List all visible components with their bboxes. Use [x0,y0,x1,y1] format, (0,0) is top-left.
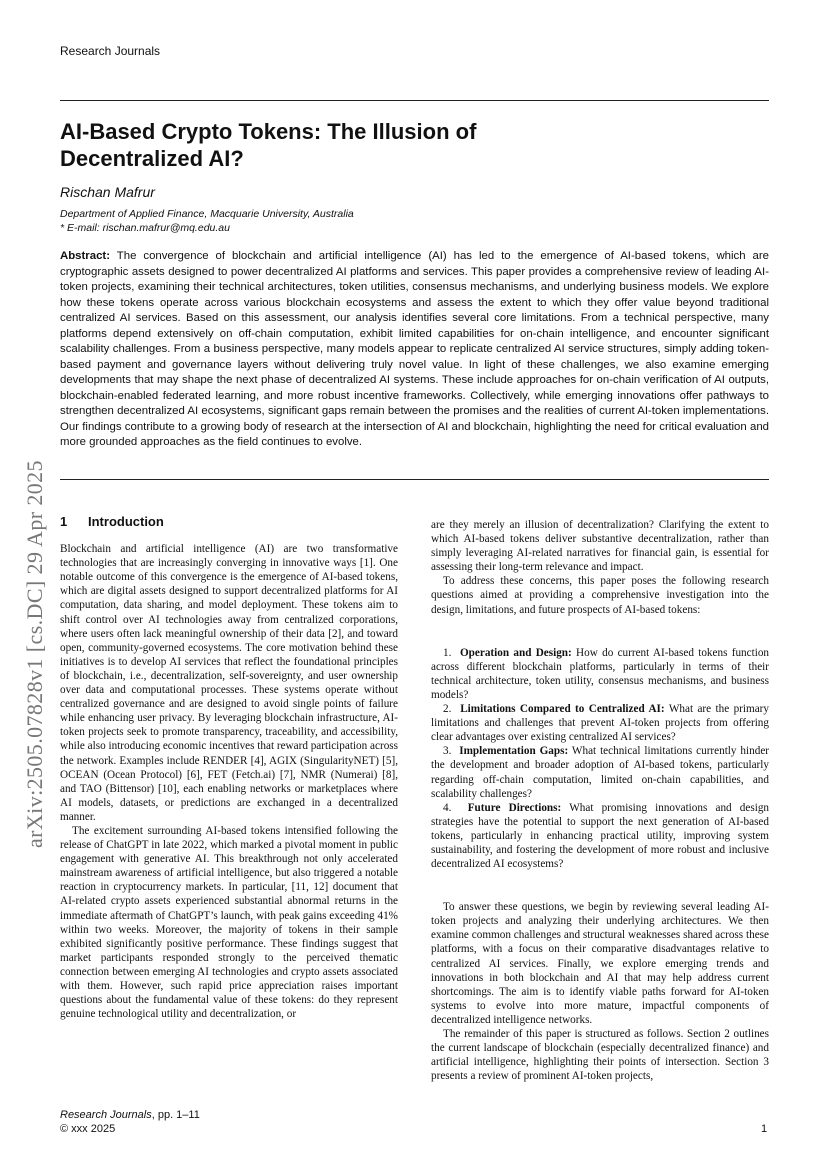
research-question-1: 1. Operation and Design: How do current AI-based tokens function across different blockchain platforms, particularly in terms of their technical architecture, token utility, consensus mechanisms, and business models? [431,646,770,701]
section-number: 1 [60,514,68,529]
footer-pages: , pp. 1–11 [151,1109,200,1121]
intro-paragraph-4: To address these concerns, this paper poses the following research questions aimed at providing a comprehensive investigation into the design, limitations, and future prospects of AI-based tokens: [431,575,769,616]
header-rule [60,100,769,101]
section-heading [60,515,398,529]
affiliation: Department of Applied Finance, Macquarie University, Australia [60,208,354,220]
running-head: Research Journals [60,44,161,58]
arxiv-stamp: arXiv:2505.07828v1 [cs.DC] 29 Apr 2025 [22,460,47,848]
title-line-1: AI-Based Crypto Tokens: The Illusion of [60,119,477,144]
intro-paragraph-5: To answer these questions, we begin by reviewing several leading AI-token projects and analyzing their underlying architectures. We then examine common challenges and structural weaknesses shared across these platforms, with a focus on their comparative disadvantages relative to centralized AI services. Finally, we explore emerging trends and innovations in both blockchain and AI that may help address current shortcomings. The aim is to identify viable paths forward for AI-token systems to evolve into more mature, impactful components of decentralized intelligence networks. [431,901,769,1026]
title-line-2: Decentralized AI? [60,146,244,171]
intro-paragraph-2: The excitement surrounding AI-based tokens intensified following the release of ChatGPT in late 2022, which marked a pivotal moment in public engagement with generative AI. This breakthrough not only accelerated mainstream awareness of artificial intelligence, but also triggered a notable reaction in cryptocurrency markets. In particular, [11, 12] document that AI-related crypto assets experienced substantial abnormal returns in the immediate aftermath of ChatGPT’s launch, with peak gains exceeding 41% within two weeks. Moreover, the majority of tokens in their sample exhibited significantly positive performance. These findings suggest that market participants responded strongly to the perceived thematic connection between emerging AI technologies and crypto assets associated with them. However, such rapid price appreciation raises important questions about the fundamental value of these tokens: do they represent genuine technological utility and decentralization, or [60,824,398,1021]
affiliation-block [60,207,354,235]
author-name: Rischan Mafrur [60,184,155,200]
footer-journal-name: Research Journals [60,1109,152,1121]
research-questions-list [431,646,769,872]
abstract-rule [60,479,769,480]
intro-paragraph-1: Blockchain and artificial intelligence (AI) are two transformative technologies that are increasingly converging in innovative ways [1]. One notable outcome of this convergence is the emergence of AI-based tokens, which are digital assets designed to support decentralized platforms for AI computation, data sharing, and model deployment. These tokens aim to shift control over AI technologies away from centralized corporations, where users often lack meaningful ownership of their data [2], and toward open, community-governed ecosystems. The core motivation behind these initiatives is to develop AI services that reflect the foundational principles of blockchain, i.e., decentralization, self-sovereignty, and user ownership over data and computational processes. These systems operate without centralized governance and are designed to avoid single points of failure while enhancing user privacy. By leveraging blockchain infrastructure, AI-token projects seek to promote transparency, traceability, and accessibility, while also introducing economic incentives that reward participation across the network. Examples include RENDER [4], AGIX (SingularityNET) [5], OCEAN (Ocean Protocol) [6], FET (Fetch.ai) [7], NMR (Numerai) [8], and TAO (Bittensor) [10], each enabling networks or marketplaces where AI models, datasets, or predictions are exchanged in a decentralized manner. [60,543,399,823]
section-title: Introduction [88,514,164,529]
right-column [431,518,769,1083]
page-number: 1 [761,1123,768,1135]
paper-title [60,118,620,172]
intro-paragraph-3: are they merely an illusion of decentralization? Clarifying the extent to which AI-based tokens deliver substantive decentralization, rather than simply leveraging AI-related narratives for financial gain, is essential for assessing their long-term relevance and impact. [431,519,769,574]
footer-copyright: © xxx 2025 [60,1123,116,1135]
abstract-text: The convergence of blockchain and artificial intelligence (AI) has led to the emergence of AI-based tokens, which are cryptographic assets designed to power decentralized AI platforms and services. This paper provides a comprehensive review of leading AI-token projects, examining their technical architectures, token utilities, consensus mechanisms, and underlying business models. We explore how these tokens operate across various blockchain ecosystems and assess the extent to which they offer value beyond traditional centralized AI services. Based on this assessment, our analysis identifies several core limitations. From a technical perspective, many platforms depend extensively on off-chain computation, exhibit limited capabilities for on-chain intelligence, and encounter significant scalability challenges. From a business perspective, many models appear to replicate centralized AI service structures, simply adding token-based payment and governance layers without delivering truly novel value. In light of these challenges, we also examine emerging developments that may shape the next phase of decentralized AI systems. These include approaches for on-chain verification of AI outputs, blockchain-enabled federated learning, and more robust incentive frameworks. Collectively, while emerging innovations offer pathways to strengthen decentralized AI ecosystems, significant gaps remain between the promises and the realities of current AI-token implementations. Our findings contribute to a growing body of research at the intersection of AI and blockchain, highlighting the need for critical evaluation and more grounded approaches as the field continues to evolve. [60,250,769,448]
left-column [60,515,398,1021]
abstract [60,249,769,451]
footer-journal [60,1109,200,1121]
author-email: * E-mail: rischan.mafrur@mq.edu.au [60,222,230,234]
abstract-label: Abstract: [60,250,111,262]
research-question-2: 2. Limitations Compared to Centralized AI: What are the primary limitations and challenges that prevent AI-token projects from offering clear advantages over existing centralized AI services? [431,703,769,744]
intro-paragraph-6: The remainder of this paper is structured as follows. Section 2 outlines the current landscape of blockchain (especially decentralized finance) and artificial intelligence, highlighting their points of intersection. Section 3 presents a review of prominent AI-token projects, [431,1028,769,1083]
research-question-4: 4. Future Directions: What promising innovations and design strategies have the potential to support the next generation of AI-based tokens, particularly in enhancing practical utility, improving system sustainability, and fostering the development of more robust and inclusive decentralized AI ecosystems? [431,801,770,871]
research-question-3: 3. Implementation Gaps: What technical limitations currently hinder the development and broader adoption of AI-based tokens, particularly regarding off-chain computation, limited on-chain capabilities, and scalability challenges? [431,745,770,800]
